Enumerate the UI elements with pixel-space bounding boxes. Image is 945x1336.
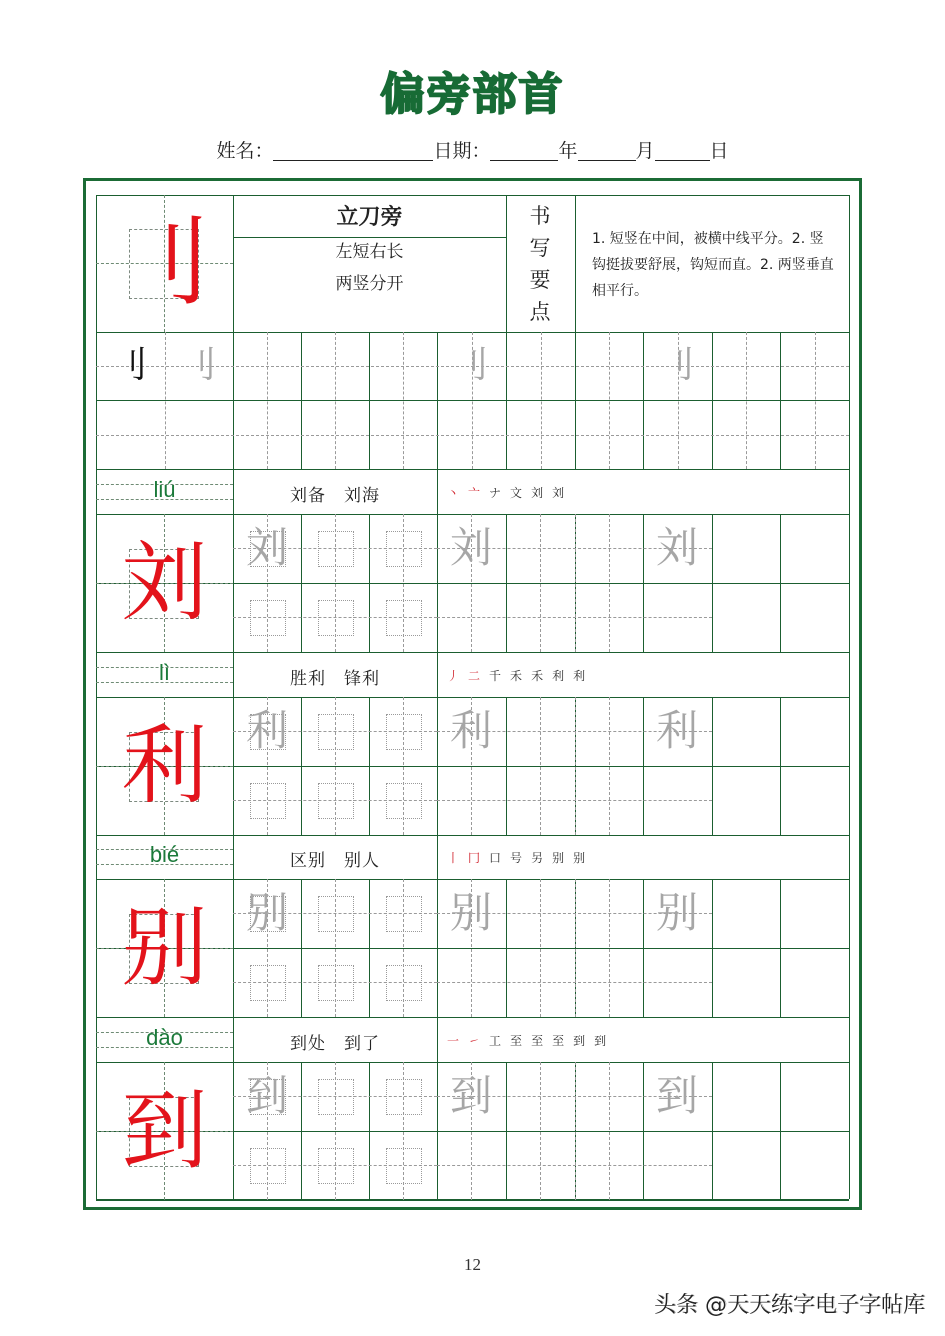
practice-cell[interactable] [437,1062,506,1131]
practice-cell[interactable] [301,1131,369,1200]
stroke-step: 工 [489,1034,502,1048]
practice-cell[interactable] [506,583,575,652]
practice-cell[interactable] [437,879,506,948]
practice-cell[interactable] [233,583,301,652]
grid-line [301,332,302,469]
stroke-step: 至 [552,1034,565,1048]
trace-character: 别 [449,888,492,937]
practice-cell[interactable] [575,879,643,948]
stroke-step: 刘 [531,486,544,500]
trace-character: 刘 [245,523,288,572]
example-words: 刘备 刘海 [290,486,380,506]
practice-cell[interactable] [712,948,780,1017]
writing-notes: 1. 短竖在中间，被横中线平分。2. 竖钩挺拔要舒展，钩短而直。2. 两竖垂直相平行。 [592,231,834,299]
model-character: 刘 [121,533,208,633]
stroke-step: 亠 [468,486,481,500]
pinyin-label: bié [149,842,180,867]
stroke-step: 另 [531,851,544,865]
radical-practice-trace: 刂 [180,345,217,386]
practice-cell[interactable] [780,1062,849,1131]
label-char: 书 [529,204,551,228]
radical-tip-2: 两竖分开 [335,274,404,294]
practice-cell[interactable] [437,697,506,766]
practice-cell[interactable] [437,766,506,835]
trace-character: 利 [449,706,492,755]
practice-cell[interactable] [643,1131,712,1200]
model-character: 别 [121,898,208,998]
practice-cell[interactable] [780,948,849,1017]
practice-cell[interactable] [506,514,575,583]
practice-cell[interactable] [437,514,506,583]
practice-cell[interactable] [301,879,369,948]
practice-cell[interactable] [369,879,437,948]
practice-cell[interactable] [712,583,780,652]
grid-line [437,1017,438,1062]
stroke-step: 到 [573,1034,586,1048]
month-blank[interactable] [578,140,636,161]
practice-cell[interactable] [575,1131,643,1200]
grid-line [96,652,849,653]
label-char: 点 [529,300,551,324]
grid-line [780,332,781,469]
practice-cell[interactable] [369,583,437,652]
practice-cell[interactable] [643,1062,712,1131]
practice-cell[interactable] [780,879,849,948]
grid-line [575,195,576,332]
guide-line [403,332,404,469]
trace-character: 利 [245,706,288,755]
grid-line [369,332,370,469]
stroke-step: 刘 [552,486,565,500]
practice-cell[interactable] [575,766,643,835]
model-character: 利 [121,716,208,816]
page-title: 偏旁部首 [380,69,565,120]
radical-practice-trace: 刂 [658,345,695,386]
radical-practice-trace: 刂 [452,345,489,386]
practice-cell[interactable] [506,948,575,1017]
pinyin-label: dào [146,1025,183,1050]
stroke-step: 利 [552,669,565,683]
practice-cell[interactable] [301,697,369,766]
trace-character: 别 [655,888,698,937]
practice-cell[interactable] [233,1131,301,1200]
pinyin-label: lì [159,660,170,685]
practice-cell[interactable] [233,697,301,766]
date-label: 日期： [433,140,491,162]
grid-line [575,332,576,469]
trace-character: 别 [245,888,288,937]
stroke-step: 丨 [447,851,460,865]
practice-cell[interactable] [506,1062,575,1131]
stroke-step: 号 [510,851,523,865]
stroke-step: ナ [489,486,502,500]
practice-cell[interactable] [369,514,437,583]
stroke-step: 禾 [531,669,544,683]
label-char: 写 [529,236,551,260]
guide-line [815,332,816,469]
stroke-step: 禾 [510,669,523,683]
practice-cell[interactable] [233,948,301,1017]
writing-points-label [506,200,574,328]
practice-cell[interactable] [233,1062,301,1131]
practice-cell[interactable] [301,766,369,835]
stroke-order [447,1032,615,1049]
practice-cell[interactable] [780,514,849,583]
example-words: 区别 别人 [290,851,380,871]
month-label: 月 [635,140,655,162]
stroke-step: 二 [468,669,481,683]
watermark: 头条 @天天练字电子字帖库 [654,1293,925,1318]
year-blank[interactable] [490,140,558,161]
practice-cell[interactable] [575,514,643,583]
stroke-order [447,667,594,684]
practice-cell[interactable] [369,1131,437,1200]
trace-character: 到 [655,1071,698,1120]
grid-line [96,469,849,470]
practice-cell[interactable] [369,948,437,1017]
grid-line [437,652,438,697]
grid-line [437,834,438,879]
practice-cell[interactable] [575,697,643,766]
practice-cell[interactable] [437,583,506,652]
day-label: 日 [709,140,729,162]
practice-cell[interactable] [233,879,301,948]
practice-cell[interactable] [301,948,369,1017]
practice-cell[interactable] [643,697,712,766]
stroke-step: 别 [552,851,565,865]
stroke-step: 至 [510,1034,523,1048]
trace-character: 刘 [449,523,492,572]
stroke-step: 文 [510,486,523,500]
trace-character: 到 [449,1071,492,1120]
practice-cell[interactable] [712,1131,780,1200]
practice-cell[interactable] [233,514,301,583]
practice-cell[interactable] [301,583,369,652]
guide-line [267,332,268,469]
radical-model-char: 刂 [116,207,213,319]
trace-character: 到 [245,1071,288,1120]
stroke-step: 一 [447,1034,460,1048]
stroke-step: 利 [573,669,586,683]
guide-line [335,332,336,469]
stroke-step: 千 [489,669,502,683]
radical-practice-black: 刂 [111,345,148,386]
practice-cell[interactable] [575,1062,643,1131]
stroke-step: 至 [531,1034,544,1048]
grid-line [712,332,713,469]
model-character: 到 [121,1081,208,1181]
stroke-order [447,849,594,866]
practice-cell[interactable] [506,879,575,948]
practice-cell[interactable] [780,697,849,766]
practice-cell[interactable] [369,1062,437,1131]
practice-cell[interactable] [506,766,575,835]
pinyin-label: liú [153,477,176,502]
practice-cell[interactable] [643,583,712,652]
stroke-step: 丶 [447,486,460,500]
stroke-step: 冂 [468,851,481,865]
student-info-line [0,136,945,163]
practice-cell[interactable] [506,697,575,766]
practice-cell[interactable] [506,1131,575,1200]
practice-cell[interactable] [369,697,437,766]
label-char: 要 [529,268,551,292]
guide-line [609,332,610,469]
example-words: 到处 到了 [290,1034,380,1054]
stroke-order [447,484,573,501]
radical-name: 立刀旁 [336,204,403,230]
practice-cell[interactable] [643,514,712,583]
radical-tip-1: 左短右长 [335,242,404,262]
stroke-step: 到 [594,1034,607,1048]
grid-line [96,835,849,836]
practice-cell[interactable] [643,879,712,948]
stroke-step: 别 [573,851,586,865]
trace-character: 利 [655,706,698,755]
stroke-step: 口 [489,851,502,865]
practice-cell[interactable] [643,948,712,1017]
grid-line [506,332,507,469]
practice-cell[interactable] [437,948,506,1017]
grid-line [437,469,438,514]
guide-line [746,332,747,469]
grid-line [96,1017,849,1018]
name-label: 姓名： [216,140,274,162]
practice-cell[interactable] [233,766,301,835]
grid-line [233,332,234,469]
day-blank[interactable] [655,140,710,161]
practice-cell[interactable] [712,879,780,948]
practice-cell[interactable] [712,514,780,583]
example-words: 胜利 锋利 [290,669,380,689]
practice-cell[interactable] [301,1062,369,1131]
guide-line [541,332,542,469]
name-blank[interactable] [273,140,433,161]
grid-line [96,195,849,196]
page-number: 12 [464,1255,481,1274]
practice-cell[interactable] [712,697,780,766]
practice-cell[interactable] [575,948,643,1017]
practice-cell[interactable] [712,766,780,835]
grid-line [96,1200,849,1201]
practice-cell[interactable] [780,1131,849,1200]
practice-cell[interactable] [780,583,849,652]
grid-line [849,195,850,1199]
practice-cell[interactable] [780,766,849,835]
practice-cell[interactable] [575,583,643,652]
practice-cell[interactable] [301,514,369,583]
stroke-step: ㇀ [468,1034,481,1048]
year-label: 年 [558,140,578,162]
practice-cell[interactable] [369,766,437,835]
practice-cell[interactable] [643,766,712,835]
trace-character: 刘 [655,523,698,572]
practice-cell[interactable] [712,1062,780,1131]
stroke-step: 丿 [447,669,460,683]
practice-cell[interactable] [437,1131,506,1200]
